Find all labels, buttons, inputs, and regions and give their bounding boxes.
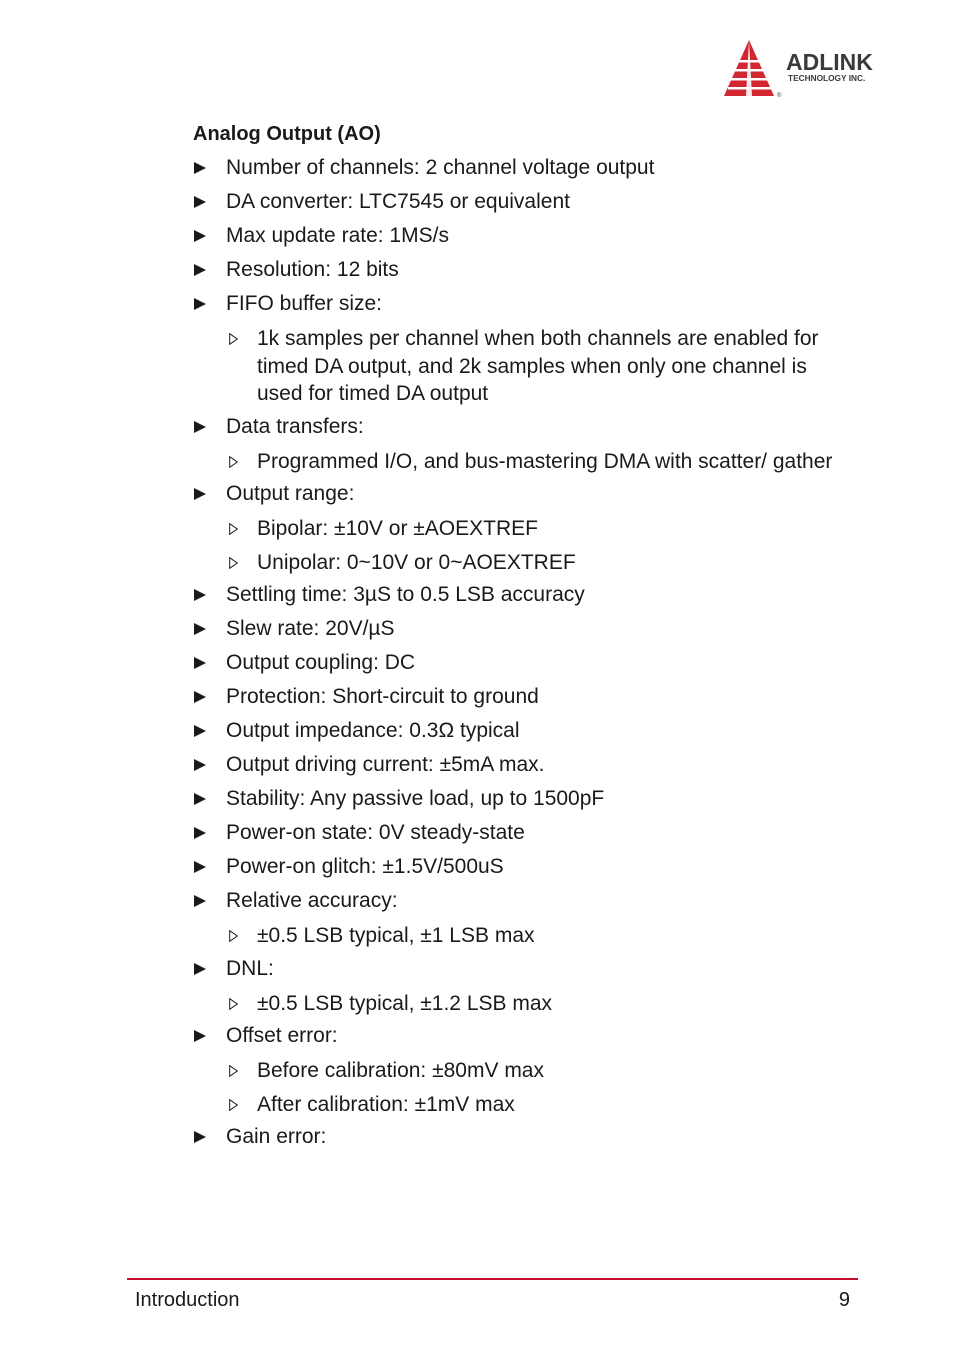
spec-item [193, 582, 833, 608]
spec-item [193, 718, 833, 744]
spec-row [193, 291, 833, 317]
spec-text: Slew rate: 20V/µS [226, 617, 395, 640]
spec-sublist [193, 1057, 833, 1118]
spec-item [193, 888, 833, 950]
filled-triangle-bullet-icon [194, 827, 206, 839]
spec-row [193, 155, 833, 181]
hollow-triangle-bullet-icon [229, 1065, 238, 1077]
hollow-triangle-bullet-icon [229, 523, 238, 535]
spec-row [193, 956, 833, 982]
spec-row [193, 414, 833, 440]
section-title: Analog Output (AO) [193, 123, 381, 145]
spec-item [193, 155, 833, 181]
spec-item [193, 257, 833, 283]
hollow-triangle-bullet-icon [229, 456, 238, 468]
spec-subitem [193, 1057, 833, 1085]
spec-text: Settling time: 3µS to 0.5 LSB accuracy [226, 583, 585, 606]
filled-triangle-bullet-icon [194, 196, 206, 208]
spec-text: Max update rate: 1MS/s [226, 224, 449, 247]
spec-sublist [193, 448, 833, 476]
spec-item [193, 189, 833, 215]
spec-row [193, 616, 833, 642]
spec-item [193, 820, 833, 846]
filled-triangle-bullet-icon [194, 895, 206, 907]
spec-text: Stability: Any passive load, up to 1500pF [226, 787, 605, 810]
footer-chapter: Introduction [135, 1289, 240, 1311]
spec-text: Output impedance: 0.3Ω typical [226, 719, 520, 742]
spec-text: Relative accuracy: [226, 889, 398, 912]
spec-item [193, 1124, 833, 1150]
logo-brand-text: ADLINK [786, 49, 873, 75]
filled-triangle-bullet-icon [194, 963, 206, 975]
filled-triangle-bullet-icon [194, 725, 206, 737]
spec-text: Resolution: 12 bits [226, 258, 399, 281]
spec-text: FIFO buffer size: [226, 292, 382, 315]
spec-section [193, 121, 833, 1158]
spec-text: Protection: Short-circuit to ground [226, 685, 539, 708]
filled-triangle-bullet-icon [194, 1131, 206, 1143]
spec-text: Power-on glitch: ±1.5V/500uS [226, 855, 504, 878]
spec-row [193, 257, 833, 283]
spec-text: Gain error: [226, 1125, 327, 1148]
filled-triangle-bullet-icon [194, 861, 206, 873]
spec-row [193, 189, 833, 215]
spec-subtext: Bipolar: ±10V or ±AOEXTREF [257, 517, 538, 540]
spec-row [193, 684, 833, 710]
spec-subtext: ±0.5 LSB typical, ±1 LSB max [257, 924, 535, 947]
spec-sublist [193, 325, 833, 408]
spec-subtext: After calibration: ±1mV max [257, 1092, 515, 1116]
spec-row [193, 854, 833, 880]
spec-item [193, 223, 833, 249]
spec-subtext: 1k samples per channel when both channels are enabled for timed DA output, and 2k samples when only one channel is used for timed DA output [257, 327, 819, 405]
svg-text:®: ® [777, 93, 782, 99]
adlink-logo [722, 38, 912, 100]
spec-text: Output driving current: ±5mA max. [226, 753, 545, 776]
filled-triangle-bullet-icon [194, 691, 206, 703]
spec-sublist [193, 990, 833, 1018]
spec-item [193, 481, 833, 576]
spec-subitem [193, 515, 833, 543]
hollow-triangle-bullet-icon [229, 333, 238, 345]
filled-triangle-bullet-icon [194, 759, 206, 771]
spec-row [193, 1124, 833, 1150]
hollow-triangle-bullet-icon [229, 930, 238, 942]
spec-subtext: Unipolar: 0~10V or 0~AOEXTREF [257, 550, 576, 574]
spec-list [193, 155, 833, 1150]
spec-row [193, 752, 833, 778]
spec-row [193, 1023, 833, 1049]
spec-item [193, 291, 833, 408]
spec-sublist [193, 922, 833, 950]
spec-row [193, 786, 833, 812]
spec-text: Power-on state: 0V steady-state [226, 821, 525, 844]
spec-text: Data transfers: [226, 414, 364, 438]
spec-item [193, 854, 833, 880]
spec-subtext: ±0.5 LSB typical, ±1.2 LSB max [257, 991, 553, 1015]
filled-triangle-bullet-icon [194, 298, 206, 310]
filled-triangle-bullet-icon [194, 1030, 206, 1042]
adlink-logo-graphic [722, 38, 912, 100]
spec-row [193, 718, 833, 744]
filled-triangle-bullet-icon [194, 488, 206, 500]
filled-triangle-bullet-icon [194, 230, 206, 242]
spec-row [193, 820, 833, 846]
spec-text: Output range: [226, 482, 355, 505]
spec-item [193, 956, 833, 1018]
logo-tagline-text: TECHNOLOGY INC. [788, 73, 866, 83]
spec-item [193, 1023, 833, 1118]
spec-subitem [193, 325, 833, 408]
spec-text: Number of channels: 2 channel voltage output [226, 156, 655, 179]
spec-text: Offset error: [226, 1024, 338, 1047]
hollow-triangle-bullet-icon [229, 557, 238, 569]
spec-row [193, 650, 833, 676]
spec-item [193, 752, 833, 778]
spec-subitem [193, 448, 833, 476]
spec-sublist [193, 515, 833, 576]
page-number: 9 [838, 1289, 850, 1311]
spec-item [193, 414, 833, 476]
filled-triangle-bullet-icon [194, 421, 206, 433]
filled-triangle-bullet-icon [194, 264, 206, 276]
filled-triangle-bullet-icon [194, 162, 206, 174]
spec-subtext: Programmed I/O, and bus-mastering DMA with scatter/ gather [257, 449, 833, 473]
footer-rule [127, 1278, 858, 1280]
spec-item [193, 684, 833, 710]
hollow-triangle-bullet-icon [229, 1099, 238, 1111]
spec-subtext: Before calibration: ±80mV max [257, 1059, 544, 1082]
spec-row [193, 582, 833, 608]
spec-row [193, 481, 833, 507]
spec-text: Output coupling: DC [226, 651, 416, 674]
spec-item [193, 650, 833, 676]
spec-row [193, 888, 833, 914]
spec-subitem [193, 549, 833, 577]
filled-triangle-bullet-icon [194, 589, 206, 601]
spec-item [193, 616, 833, 642]
filled-triangle-bullet-icon [194, 793, 206, 805]
spec-subitem [193, 990, 833, 1018]
spec-text: DA converter: LTC7545 or equivalent [226, 190, 570, 213]
spec-subitem [193, 1091, 833, 1119]
hollow-triangle-bullet-icon [229, 998, 238, 1010]
spec-subitem [193, 922, 833, 950]
spec-item [193, 786, 833, 812]
filled-triangle-bullet-icon [194, 623, 206, 635]
spec-row [193, 223, 833, 249]
filled-triangle-bullet-icon [194, 657, 206, 669]
spec-text: DNL: [226, 956, 274, 980]
